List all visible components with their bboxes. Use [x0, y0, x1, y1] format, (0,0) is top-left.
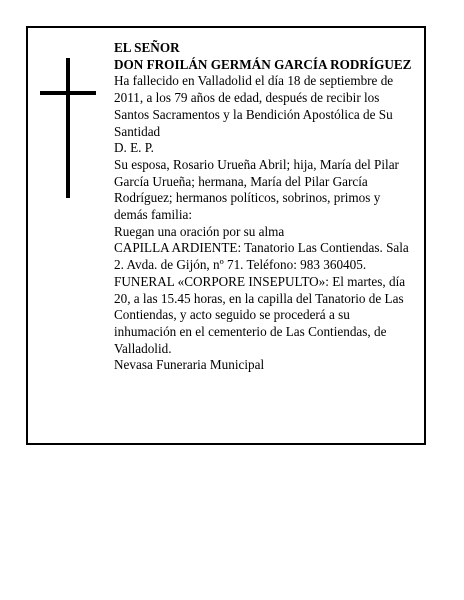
- prayer-request: Ruegan una oración por su alma: [114, 223, 285, 239]
- funeral-info: FUNERAL «CORPORE INSEPULTO»: El martes, día 20, a las 15.45 horas, en la capilla del Tanatorio de Las Contiendas, y acto seguido se procederá a su inhumación en el cementerio de Las Contiendas, de Valladolid.: [114, 273, 406, 356]
- obituary-text: [114, 40, 414, 374]
- funeral-home: Nevasa Funeraria Municipal: [114, 357, 265, 373]
- chapel-info: CAPILLA ARDIENTE: Tanatorio Las Contiendas. Sala 2. Avda. de Gijón, nº 71. Teléfono: 983 360405.: [114, 240, 409, 273]
- family-list: Su esposa, Rosario Urueña Abril; hija, María del Pilar García Urueña; hermana, María del Pilar García Rodríguez; hermanos políticos, sobrinos, primos y demás familia:: [114, 156, 399, 223]
- heading-title: EL SEÑOR: [114, 40, 180, 55]
- cross-icon: [40, 58, 96, 198]
- cross-horizontal-bar: [40, 91, 96, 95]
- obituary-notice: [26, 26, 426, 445]
- rip-line: D. E. P.: [114, 140, 154, 156]
- cross-vertical-bar: [66, 58, 70, 198]
- deceased-name: DON FROILÁN GERMÁN GARCÍA RODRÍGUEZ: [114, 56, 412, 72]
- death-statement: Ha fallecido en Valladolid el día 18 de septiembre de 2011, a los 79 años de edad, después de recibir los Santos Sacramentos y la Bendición Apostólica de Su Santidad: [114, 73, 394, 139]
